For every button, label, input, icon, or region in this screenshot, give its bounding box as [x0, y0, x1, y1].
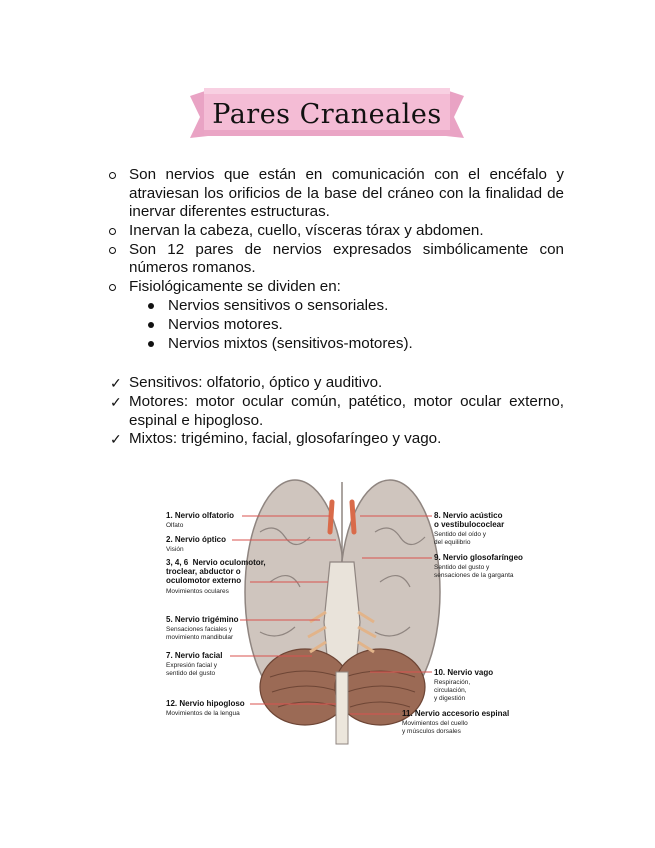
desc-optic: Visión: [166, 546, 184, 553]
desc-olfactory: Olfato: [166, 522, 184, 529]
check-item-text: Mixtos: trigémino, facial, glosofaríngeo y vago.: [129, 430, 442, 447]
dot-bullet-icon: [148, 303, 154, 309]
checkmark-icon: ✓: [110, 431, 122, 447]
desc-oculomotor: Movimientos oculares: [166, 588, 229, 595]
page-title: Pares Craneales: [212, 98, 442, 130]
label-optic: 2. Nervio óptico: [166, 535, 227, 544]
check-item: [108, 393, 564, 430]
check-item: [108, 430, 564, 449]
list-item: [108, 222, 564, 241]
label-facial: 7. Nervio facial: [166, 651, 223, 660]
label-accessory: 11. Nervio accesorio espinal: [402, 709, 510, 718]
circle-bullet-icon: [109, 247, 116, 254]
check-item: [108, 374, 564, 393]
circle-bullet-icon: [109, 284, 116, 291]
checkmark-icon: ✓: [110, 375, 122, 391]
list-item-text: Inervan la cabeza, cuello, vísceras tórax y abdomen.: [129, 222, 484, 239]
check-item-text: Motores: motor ocular común, patético, motor ocular externo, espinal e hipogloso.: [129, 393, 564, 429]
intro-list: [108, 166, 564, 354]
title-banner: [190, 86, 464, 142]
list-item-text: Son 12 pares de nervios expresados simbólicamente con números romanos.: [129, 240, 564, 276]
desc-facial: Expresión facial y sentido del gusto: [166, 662, 217, 677]
list-item: [108, 166, 564, 222]
label-hypoglossal: 12. Nervio hipogloso: [166, 699, 245, 708]
list-item: [108, 241, 564, 278]
label-vagus: 10. Nervio vago: [434, 668, 494, 677]
cranial-nerves-diagram: [160, 472, 523, 750]
check-item-text: Sensitivos: olfatorio, óptico y auditivo.: [129, 374, 383, 391]
circle-bullet-icon: [109, 228, 116, 235]
desc-vagus: Respiración, circulación, y digestión: [434, 679, 471, 702]
label-glossopharyngeal: 9. Nervio glosofaríngeo: [434, 553, 523, 562]
list-item: [108, 278, 564, 297]
desc-hypoglossal: Movimientos de la lengua: [166, 710, 240, 717]
label-olfactory: 1. Nervio olfatorio: [166, 511, 235, 520]
desc-acoustic: Sentido del oído y del equilibrio: [434, 531, 487, 546]
desc-accessory: Movimientos del cuello y músculos dorsales: [402, 720, 468, 735]
sub-list-item-text: Nervios sensitivos o sensoriales.: [168, 296, 389, 314]
sub-list-item-text: Nervios motores.: [168, 315, 283, 333]
sub-list-item: [108, 335, 564, 354]
list-item-text: Fisiológicamente se dividen en:: [129, 277, 341, 295]
desc-glossopharyngeal: Sentido del gusto y sensaciones de la garganta: [434, 564, 514, 579]
checkmark-icon: ✓: [110, 394, 122, 410]
list-item-text: Son nervios que están en comunicación con el encéfalo y atraviesan los orificios de la base del cráneo con la finalidad de inervar diferentes estructuras.: [129, 166, 564, 220]
dot-bullet-icon: [148, 341, 154, 347]
label-acoustic: 8. Nervio acústico o vestibulococlear: [434, 511, 505, 529]
sub-list-item: [108, 316, 564, 335]
label-trigeminal: 5. Nervio trigémino: [166, 615, 239, 624]
sub-list-item-text: Nervios mixtos (sensitivos-motores).: [168, 334, 413, 352]
dot-bullet-icon: [148, 322, 154, 328]
sub-list-item: [108, 297, 564, 316]
label-oculomotor: 3, 4, 6 Nervio oculomotor, troclear, abductor o oculomotor externo: [166, 558, 266, 585]
circle-bullet-icon: [109, 172, 116, 179]
classification-list: [108, 374, 564, 449]
desc-trigeminal: Sensaciones faciales y movimiento mandibular: [166, 626, 234, 641]
